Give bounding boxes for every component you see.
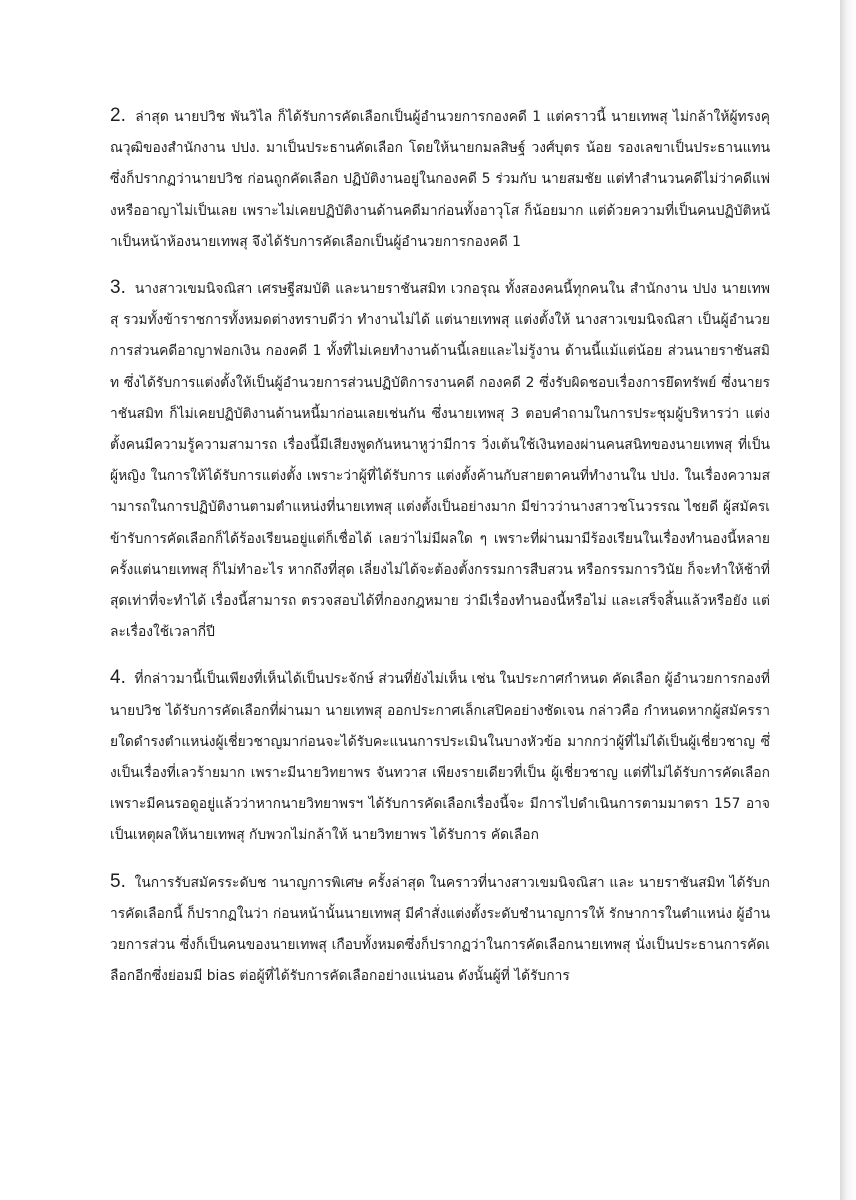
document-body bbox=[110, 100, 770, 1006]
paragraph-text: ล่าสุด นายปวิช พันวิไล ก็ได้รับการคัดเลือกเป็นผู้อำนวยการกองคดี 1 แต่คราวนี้ นายเทพสุ ไม่กล้าให้ผู้ทรงคุณวุฒิของสำนักงาน ปปง. มาเป็นประธานคัดเลือก โดยให้นายกมลสิษฐ์ วงศ์บุตร น้อย รองเลขาเป็นประธานแทน ซึ่งก็ปรากฏว่านายปวิช ก่อนถูกคัดเลือก ปฏิบัติงานอยู่ในกองคดี 5 ร่วมกับ นายสมชัย แต่ทำสำนวนคดีไม่ว่าคดีแพ่งหรืออาญาไม่เป็นเลย เพราะไม่เคยปฏิบัติงานด้านคดีมาก่อนทั้งอาวุโส ก็น้อยมาก แต่ด้วยความที่เป็นคนปฏิบัติหน้าเป็นหน้าห้องนายเทพสุ จึงได้รับการคัดเลือกเป็นผู้อำนวยการกองคดี 1 bbox=[110, 109, 770, 250]
paragraph-number: 2. bbox=[110, 105, 126, 126]
paragraph-4 bbox=[110, 662, 770, 851]
paragraph-number: 3. bbox=[110, 277, 126, 299]
paragraph-text: นางสาวเขมนิจณิสา เศรษฐีสมบัติ และนายราชันสมิท เวกอรุณ ทั้งสองคนนี้ทุกคนใน สำนักงาน ปปง นายเทพสุ รวมทั้งข้าราชการทั้งหมดต่างทราบดีว่า ทำงานไม่ได้ แต่นายเทพสุ แต่งตั้งให้ นางสาวเขมนิจณิสา เป็นผู้อำนวยการส่วนคดีอาญาฟอกเงิน กองคดี 1 ทั้งที่ไม่เคยทำงานด้านนี้เลยและไม่รู้งาน ด้านนี้แม้แต่น้อย ส่วนนายราชันสมิท ซึ่งได้รับการแต่งตั้งให้เป็นผู้อำนวยการส่วนปฏิบัติการงานคดี กองคดี 2 ซึ่งรับผิดชอบเรื่องการยึดทรัพย์ ซึ่งนายราชันสมิท ก็ไม่เคยปฏิบัติงานด้านหนี้มาก่อนเลยเช่นกัน ซึ่งนายเทพสุ 3 ตอบคำถามในการประชุมผู้บริหารว่า แต่งตั้งคนมีความรู้ความสามารถ เรื่องนี้มีเสียงพูดกันหนาหูว่ามีการ วิ่งเต้นใช้เงินทองผ่านคนสนิทของนายเทพสุ ที่เป็นผู้หญิง ในการให้ได้รับการแต่งตั้ง เพราะว่าผู้ที่ได้รับการ แต่งตั้งค้านกับสายตาคนที่ทำงานใน ปปง. ในเรื่องความสามารถในการปฏิบัติงานตามตำแหน่งที่นายเทพสุ แต่งตั้งเป็นอย่างมาก มีข่าวว่านางสาวชโนวรรณ ไชยดี ผู้สมัครเข้ารับการคัดเลือกก็ได้ร้องเรียนอยู่แต่ก็เชื่อได้ เลยว่าไม่มีผลใด ๆ เพราะที่ผ่านมามีร้องเรียนในเรื่องทำนองนี้หลายครั้งแต่นายเทพสุ ก็ไม่ทำอะไร หากถึงที่สุด เลี่ยงไม่ได้จะต้องตั้งกรรมการสืบสวน หรือกรรมการวินัย ก็จะทำให้ช้าที่สุดเท่าที่จะทำได้ เรื่องนี้สามารถ ตรวจสอบได้ที่กองกฎหมาย ว่ามีเรื่องทำนองนี้หรือไม่ และเสร็จสิ้นแล้วหรือยัง แต่ละเรื่องใช้เวลากี่ปี bbox=[110, 281, 770, 641]
paragraph-text: ในการรับสมัครระดับช านาญการพิเศษ ครั้งล่าสุด ในคราวที่นางสาวเขมนิจณิสา และ นายราชันสมิท ได้รับการคัดเลือกนี้ ก็ปรากฏในว่า ก่อนหน้านั้นนายเทพสุ มีคำสั่งแต่งตั้งระดับชำนาญการให้ รักษาการในตำแหน่ง ผู้อำนวยการส่วน ซึ่งก็เป็นคนของนายเทพสุ เกือบทั้งหมดซึ่งก็ปรากฏว่าในการคัดเลือกนายเทพสุ นั่งเป็นประธานการคัดเลือกอีกซึ่งย่อมมี bias ต่อผู้ที่ได้รับการคัดเลือกอย่างแน่นอน ดังนั้นผู้ที่ ได้รับการ bbox=[110, 874, 770, 985]
page-edge-shadow bbox=[840, 0, 856, 1200]
paragraph-3 bbox=[110, 272, 770, 648]
paragraph-text: ที่กล่าวมานี้เป็นเพียงที่เห็นได้เป็นประจักษ์ ส่วนที่ยังไม่เห็น เช่น ในประกาศกำหนด คัดเลือก ผู้อำนวยการกองที่นายปวิช ได้รับการคัดเลือกที่ผ่านมา นายเทพสุ ออกประกาศเล็กเสปิคอย่างชัดเจน กล่าวคือ กำหนดหากผู้สมัครรายใดดำรงตำแหน่งผู้เชี่ยวชาญมาก่อนจะได้รับคะแนนการประเมินในบางหัวข้อ มากกว่าผู้ที่ไม่ได้เป็นผู้เชี่ยวชาญ ซึ่งเป็นเรื่องที่เลวร้ายมาก เพราะมีนายวิทยาพร จันทวาส เพียงรายเดียวที่เป็น ผู้เชี่ยวชาญ แต่ที่ไม่ได้รับการคัดเลือก เพราะมีคนรอดูอยู่แล้วว่าหากนายวิทยาพรฯ ได้รับการคัดเลือกเรื่องนี้จะ มีการไปดำเนินการตามมาตรา 157 อาจเป็นเหตุผลให้นายเทพสุ กับพวกไม่กล้าให้ นายวิทยาพร ได้รับการ คัดเลือก bbox=[110, 671, 771, 844]
paragraph-number: 4. bbox=[110, 667, 126, 689]
paragraph-number: 5. bbox=[110, 870, 126, 892]
paragraph-5 bbox=[110, 866, 770, 993]
paragraph-2 bbox=[110, 100, 770, 258]
